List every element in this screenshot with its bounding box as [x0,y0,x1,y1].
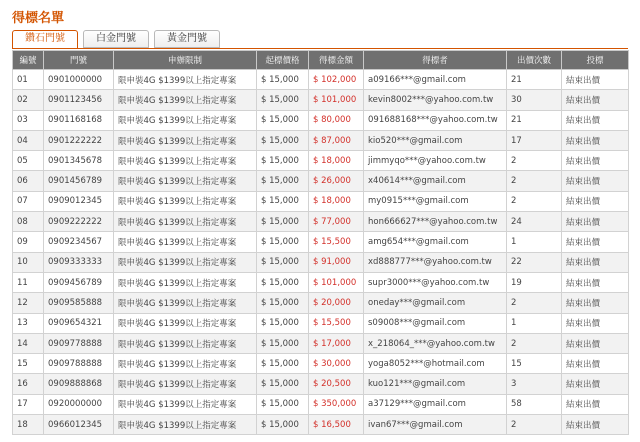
row-start-price: $ 15,000 [257,293,309,313]
row-status: 結束出價 [562,354,629,374]
row-restriction: 限申裝4G $1399以上指定專案 [114,171,257,191]
row-no: 03 [13,110,44,130]
row-start-price: $ 15,000 [257,110,309,130]
table-row [13,313,629,333]
table-row [13,374,629,394]
table-row [13,130,629,150]
table-row [13,110,629,130]
row-restriction: 限申裝4G $1399以上指定專案 [114,90,257,110]
table-row [13,354,629,374]
row-status: 結束出價 [562,333,629,353]
row-start-price: $ 15,000 [257,354,309,374]
row-restriction: 限申裝4G $1399以上指定專案 [114,394,257,414]
row-winner: kuo121***@gmail.com [364,374,507,394]
row-winner: x40614***@gmail.com [364,171,507,191]
row-restriction: 限申裝4G $1399以上指定專案 [114,374,257,394]
table-row [13,293,629,313]
row-start-price: $ 15,000 [257,90,309,110]
row-no: 13 [13,313,44,333]
header-start-price: 起標價格 [257,51,309,70]
row-bid-count: 15 [507,354,562,374]
row-status: 結束出價 [562,252,629,272]
row-number: 0901123456 [44,90,114,110]
row-winner: ivan67***@gmail.com [364,415,507,435]
row-bid-count: 30 [507,90,562,110]
row-status: 結束出價 [562,272,629,292]
row-status: 結束出價 [562,130,629,150]
row-status: 結束出價 [562,313,629,333]
header-no: 編號 [13,51,44,70]
table-row [13,333,629,353]
table-row [13,151,629,171]
row-status: 結束出價 [562,90,629,110]
row-number: 0909654321 [44,313,114,333]
row-bid-count: 58 [507,394,562,414]
row-status: 結束出價 [562,293,629,313]
row-winner: amg654***@gmail.com [364,232,507,252]
row-start-price: $ 15,000 [257,333,309,353]
row-restriction: 限申裝4G $1399以上指定專案 [114,252,257,272]
row-bid-count: 2 [507,151,562,171]
row-number: 0901456789 [44,171,114,191]
table-row [13,252,629,272]
row-bid-count: 1 [507,232,562,252]
row-win-amount: $ 20,500 [309,374,364,394]
row-number: 0909778888 [44,333,114,353]
row-winner: my0915***@gmail.com [364,191,507,211]
row-win-amount: $ 80,000 [309,110,364,130]
row-bid-count: 21 [507,110,562,130]
row-no: 17 [13,394,44,414]
row-no: 08 [13,212,44,232]
row-no: 11 [13,272,44,292]
tab-diamond[interactable]: 鑽石門號 [12,30,78,49]
row-start-price: $ 15,000 [257,272,309,292]
row-status: 結束出價 [562,415,629,435]
row-number: 0901000000 [44,70,114,90]
row-bid-count: 24 [507,212,562,232]
row-restriction: 限申裝4G $1399以上指定專案 [114,354,257,374]
row-start-price: $ 15,000 [257,313,309,333]
row-start-price: $ 15,000 [257,130,309,150]
header-bid: 投標 [562,51,629,70]
row-restriction: 限申裝4G $1399以上指定專案 [114,313,257,333]
row-win-amount: $ 30,000 [309,354,364,374]
row-win-amount: $ 91,000 [309,252,364,272]
row-win-amount: $ 20,000 [309,293,364,313]
row-winner: 091688168***@yahoo.com.tw [364,110,507,130]
tab-underline [12,48,628,49]
row-number: 0901222222 [44,130,114,150]
row-winner: kio520***@gmail.com [364,130,507,150]
row-winner: kevin8002***@yahoo.com.tw [364,90,507,110]
row-status: 結束出價 [562,70,629,90]
row-win-amount: $ 87,000 [309,130,364,150]
row-status: 結束出價 [562,191,629,211]
row-no: 15 [13,354,44,374]
table-row [13,171,629,191]
row-restriction: 限申裝4G $1399以上指定專案 [114,191,257,211]
row-no: 09 [13,232,44,252]
row-no: 01 [13,70,44,90]
row-status: 結束出價 [562,374,629,394]
row-start-price: $ 15,000 [257,415,309,435]
row-number: 0909585888 [44,293,114,313]
row-bid-count: 2 [507,333,562,353]
row-status: 結束出價 [562,110,629,130]
row-number: 0920000000 [44,394,114,414]
row-number: 0909888868 [44,374,114,394]
row-no: 14 [13,333,44,353]
row-bid-count: 2 [507,191,562,211]
row-restriction: 限申裝4G $1399以上指定專案 [114,151,257,171]
row-bid-count: 3 [507,374,562,394]
row-win-amount: $ 26,000 [309,171,364,191]
table-row [13,415,629,435]
row-start-price: $ 15,000 [257,171,309,191]
row-no: 05 [13,151,44,171]
row-winner: yoga8052***@hotmail.com [364,354,507,374]
row-start-price: $ 15,000 [257,70,309,90]
row-number: 0909456789 [44,272,114,292]
row-number: 0909234567 [44,232,114,252]
row-number: 0909333333 [44,252,114,272]
row-winner: xd888777***@yahoo.com.tw [364,252,507,272]
row-winner: a09166***@gmail.com [364,70,507,90]
row-status: 結束出價 [562,232,629,252]
row-win-amount: $ 15,500 [309,232,364,252]
row-no: 16 [13,374,44,394]
row-number: 0901345678 [44,151,114,171]
row-win-amount: $ 18,000 [309,191,364,211]
row-win-amount: $ 16,500 [309,415,364,435]
row-bid-count: 2 [507,415,562,435]
row-win-amount: $ 17,000 [309,333,364,353]
row-winner: oneday***@gmail.com [364,293,507,313]
table-row [13,90,629,110]
row-number: 0966012345 [44,415,114,435]
tab-bar [12,30,220,50]
row-restriction: 限申裝4G $1399以上指定專案 [114,110,257,130]
row-number: 0909788888 [44,354,114,374]
row-start-price: $ 15,000 [257,374,309,394]
row-winner: x_218064_***@yahoo.com.tw [364,333,507,353]
tab-gold[interactable]: 黃金門號 [154,30,220,48]
row-start-price: $ 15,000 [257,394,309,414]
row-win-amount: $ 101,000 [309,90,364,110]
row-number: 0909012345 [44,191,114,211]
row-restriction: 限申裝4G $1399以上指定專案 [114,130,257,150]
row-no: 07 [13,191,44,211]
table-row [13,272,629,292]
row-restriction: 限申裝4G $1399以上指定專案 [114,232,257,252]
winners-table [12,50,629,435]
row-start-price: $ 15,000 [257,212,309,232]
header-win-amount: 得標金額 [309,51,364,70]
row-status: 結束出價 [562,171,629,191]
row-winner: s09008***@gmail.com [364,313,507,333]
row-bid-count: 1 [507,313,562,333]
row-no: 18 [13,415,44,435]
row-restriction: 限申裝4G $1399以上指定專案 [114,272,257,292]
row-start-price: $ 15,000 [257,232,309,252]
header-number: 門號 [44,51,114,70]
row-no: 04 [13,130,44,150]
row-no: 06 [13,171,44,191]
row-status: 結束出價 [562,394,629,414]
row-restriction: 限申裝4G $1399以上指定專案 [114,415,257,435]
row-win-amount: $ 350,000 [309,394,364,414]
row-winner: supr3000***@yahoo.com.tw [364,272,507,292]
row-bid-count: 2 [507,293,562,313]
row-status: 結束出價 [562,212,629,232]
row-win-amount: $ 77,000 [309,212,364,232]
header-winner: 得標者 [364,51,507,70]
row-bid-count: 21 [507,70,562,90]
row-no: 10 [13,252,44,272]
row-bid-count: 22 [507,252,562,272]
row-start-price: $ 15,000 [257,252,309,272]
table-row [13,191,629,211]
row-restriction: 限申裝4G $1399以上指定專案 [114,212,257,232]
table-row [13,394,629,414]
row-win-amount: $ 15,500 [309,313,364,333]
row-number: 0909222222 [44,212,114,232]
row-number: 0901168168 [44,110,114,130]
table-row [13,212,629,232]
table-row [13,70,629,90]
row-win-amount: $ 102,000 [309,70,364,90]
row-bid-count: 17 [507,130,562,150]
row-start-price: $ 15,000 [257,191,309,211]
row-restriction: 限申裝4G $1399以上指定專案 [114,293,257,313]
row-winner: a37129***@gmail.com [364,394,507,414]
table-row [13,232,629,252]
row-winner: jimmyqo***@yahoo.com.tw [364,151,507,171]
row-win-amount: $ 101,000 [309,272,364,292]
table-header-row [13,51,629,70]
table-body [13,70,629,435]
row-restriction: 限申裝4G $1399以上指定專案 [114,333,257,353]
tab-platinum[interactable]: 白金門號 [83,30,149,48]
row-win-amount: $ 18,000 [309,151,364,171]
header-bid-count: 出價次數 [507,51,562,70]
row-no: 12 [13,293,44,313]
row-start-price: $ 15,000 [257,151,309,171]
row-winner: hon666627***@yahoo.com.tw [364,212,507,232]
row-bid-count: 19 [507,272,562,292]
row-status: 結束出價 [562,151,629,171]
row-bid-count: 2 [507,171,562,191]
page-title: 得標名單 [12,11,65,26]
header-restriction: 申辦限制 [114,51,257,70]
row-no: 02 [13,90,44,110]
row-restriction: 限申裝4G $1399以上指定專案 [114,70,257,90]
